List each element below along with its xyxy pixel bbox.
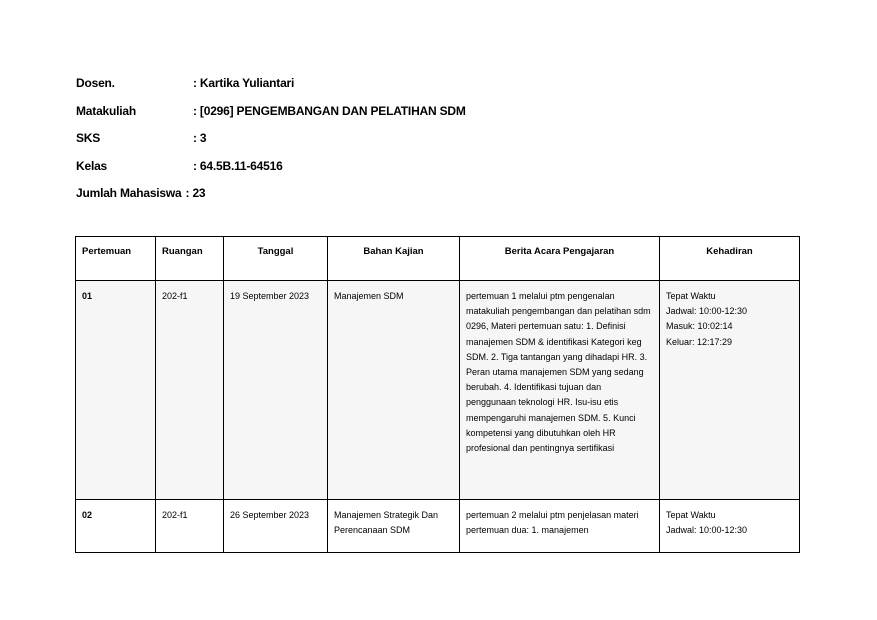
header-kehadiran: Kehadiran <box>660 237 800 281</box>
cell-ruangan: 202-f1 <box>156 500 224 553</box>
info-row-dosen <box>76 76 466 104</box>
info-label: Matakuliah <box>76 103 137 118</box>
info-label: SKS <box>76 131 101 145</box>
info-row-kelas <box>76 159 466 187</box>
cell-kehadiran <box>660 281 800 500</box>
berita-acara-text: pertemuan 2 melalui ptm penjelasan materi pertemuan dua: 1. manajemen <box>466 510 639 536</box>
header-bahan-kajian: Bahan Kajian <box>328 237 460 281</box>
info-label: Dosen. <box>76 76 115 90</box>
cell-pertemuan: 01 <box>76 281 156 500</box>
header-berita-acara: Berita Acara Pengajaran <box>460 237 660 281</box>
kehadiran-keluar: Keluar: 12:17:29 <box>666 336 733 347</box>
info-value: : [0296] PENGEMBANGAN DAN PELATIHAN SDM <box>193 103 466 118</box>
cell-berita-acara <box>460 500 660 553</box>
info-value: : 23 <box>185 186 206 200</box>
attendance-table <box>75 236 800 553</box>
cell-tanggal: 19 September 2023 <box>224 281 328 500</box>
info-row-sks <box>76 131 466 159</box>
cell-pertemuan: 02 <box>76 500 156 553</box>
kehadiran-status: Tepat Waktu <box>666 510 716 520</box>
info-value: : Kartika Yuliantari <box>193 76 295 90</box>
table-header-row <box>76 237 800 281</box>
info-row-jumlah-mahasiswa <box>76 186 466 214</box>
header-tanggal: Tanggal <box>224 237 328 281</box>
table-row <box>76 281 800 500</box>
cell-kehadiran <box>660 500 800 553</box>
course-info <box>76 76 466 214</box>
kehadiran-masuk: Masuk: 10:02:14 <box>666 321 733 332</box>
header-pertemuan: Pertemuan <box>76 237 156 281</box>
info-row-matakuliah <box>76 104 466 132</box>
cell-tanggal: 26 September 2023 <box>224 500 328 553</box>
cell-bahan-kajian: Manajemen SDM <box>328 281 460 500</box>
kehadiran-jadwal: Jadwal: 10:00-12:30 <box>666 306 748 317</box>
cell-berita-acara: pertemuan 1 melalui ptm pengenalan matakuliah pengembangan dan pelatihan sdm 0296, Materi pertemuan satu: 1. Definisi manajemen SDM & identifikasi Kategori keg SDM. 2. Tiga tantangan yang dihadapi HR. 3. Peran utama manajemen SDM yang sedang berubah. 4. Identifikasi tujuan dan penggunaan teknologi HR. Isu-isu etis mempengaruhi manajemen SDM. 5. Kunci kompetensi yang dibutuhkan oleh HR profesional dan pentingnya sertifikasi <box>460 281 660 500</box>
cell-ruangan: 202-f1 <box>156 281 224 500</box>
kehadiran-jadwal: Jadwal: 10:00-12:30 <box>666 525 748 536</box>
info-value: : 3 <box>193 131 207 145</box>
header-ruangan: Ruangan <box>156 237 224 281</box>
kehadiran-status: Tepat Waktu <box>666 291 716 301</box>
cell-bahan-kajian: Manajemen Strategik Dan Perencanaan SDM <box>328 500 460 553</box>
table-row <box>76 500 800 553</box>
info-label: Jumlah Mahasiswa <box>76 186 182 200</box>
info-value: : 64.5B.11-64516 <box>193 158 283 173</box>
info-label: Kelas <box>76 158 108 173</box>
